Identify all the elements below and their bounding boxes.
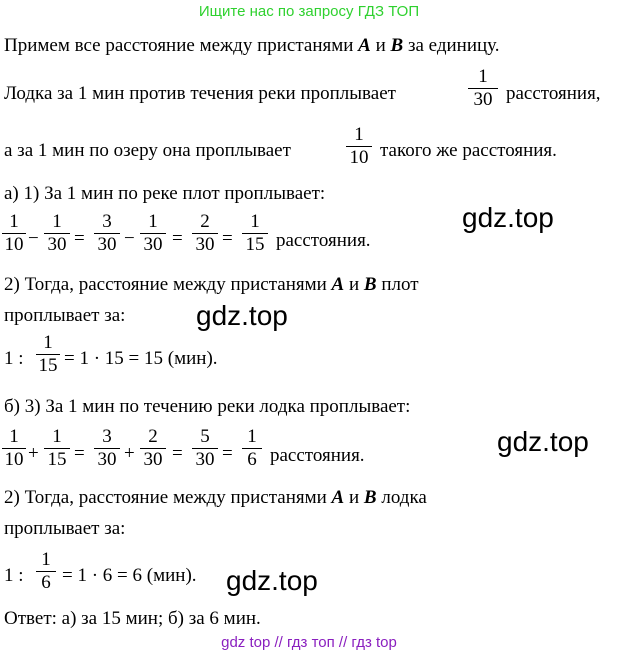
watermark: gdz.top	[462, 202, 554, 233]
fraction: 1 6	[36, 549, 56, 594]
watermark: gdz.top	[226, 565, 318, 596]
equals-sign: =	[172, 443, 183, 464]
watermark: gdz.top	[196, 300, 288, 331]
fraction: 1 6	[242, 426, 262, 471]
part-b-eq2-lead: 1 :	[4, 565, 24, 586]
footer-banner: gdz top // гдз топ // гдз top	[221, 634, 397, 651]
plus-sign: +	[28, 443, 39, 464]
part-b-step2: 2) Тогда, расстояние между пристанями A и B лодка	[4, 487, 427, 508]
fraction: 1 15	[242, 211, 268, 256]
equals-sign: =	[74, 228, 85, 249]
fraction: 2 30	[140, 426, 166, 471]
fraction: 1 30	[468, 66, 498, 111]
fraction: 1 15	[44, 426, 70, 471]
fraction: 1 10	[346, 124, 372, 169]
watermark: gdz.top	[497, 426, 589, 457]
part-a-eq2-lead: 1 :	[4, 348, 24, 369]
fraction: 1 15	[36, 332, 60, 377]
equals-sign: =	[172, 228, 183, 249]
fraction: 1 10	[2, 211, 26, 256]
intro-line-2-tail: расстояния,	[506, 83, 601, 104]
intro-line-1	[4, 36, 500, 55]
part-b-eq2-rest: = 1 · 6 = 6 (мин).	[62, 565, 197, 586]
part-a-eq2-rest: = 1 · 15 = 15 (мин).	[64, 348, 218, 369]
intro-text: за единицу.	[407, 35, 500, 56]
var-a: A	[358, 35, 371, 56]
fraction: 3 30	[94, 211, 120, 256]
fraction: 1 10	[2, 426, 26, 471]
part-b-title: б) 3) За 1 мин по течению реки лодка проплывает:	[4, 396, 411, 417]
minus-sign: −	[28, 228, 39, 249]
equals-sign: =	[222, 443, 233, 464]
fraction: 2 30	[192, 211, 218, 256]
part-a-title: а) 1) За 1 мин по реке плот проплывает:	[4, 183, 326, 204]
intro-line-2: Лодка за 1 мин против течения реки проплывает	[4, 83, 396, 104]
intro-line-3-tail: такого же расстояния.	[380, 140, 557, 161]
fraction: 3 30	[94, 426, 120, 471]
fraction: 1 30	[44, 211, 70, 256]
var-b: B	[390, 35, 404, 56]
equals-sign: =	[222, 228, 233, 249]
fraction: 1 30	[140, 211, 166, 256]
equals-sign: =	[74, 443, 85, 464]
part-b-step2-cont: проплывает за:	[4, 518, 126, 539]
plus-sign: +	[124, 443, 135, 464]
intro-text: Примем все расстояние между пристанями	[4, 35, 354, 56]
part-a-step2: 2) Тогда, расстояние между пристанями A и B плот	[4, 274, 419, 295]
eq-tail: расстояния.	[276, 230, 371, 251]
eq-tail: расстояния.	[270, 445, 365, 466]
intro-line-3: а за 1 мин по озеру она проплывает	[4, 140, 291, 161]
header-banner: Ищите нас по запросу ГДЗ ТОП	[198, 3, 420, 20]
conj: и	[375, 35, 386, 56]
minus-sign: −	[124, 228, 135, 249]
fraction: 5 30	[192, 426, 218, 471]
part-a-step2-cont: проплывает за:	[4, 305, 126, 326]
answer: Ответ: а) за 15 мин; б) за 6 мин.	[4, 608, 261, 629]
